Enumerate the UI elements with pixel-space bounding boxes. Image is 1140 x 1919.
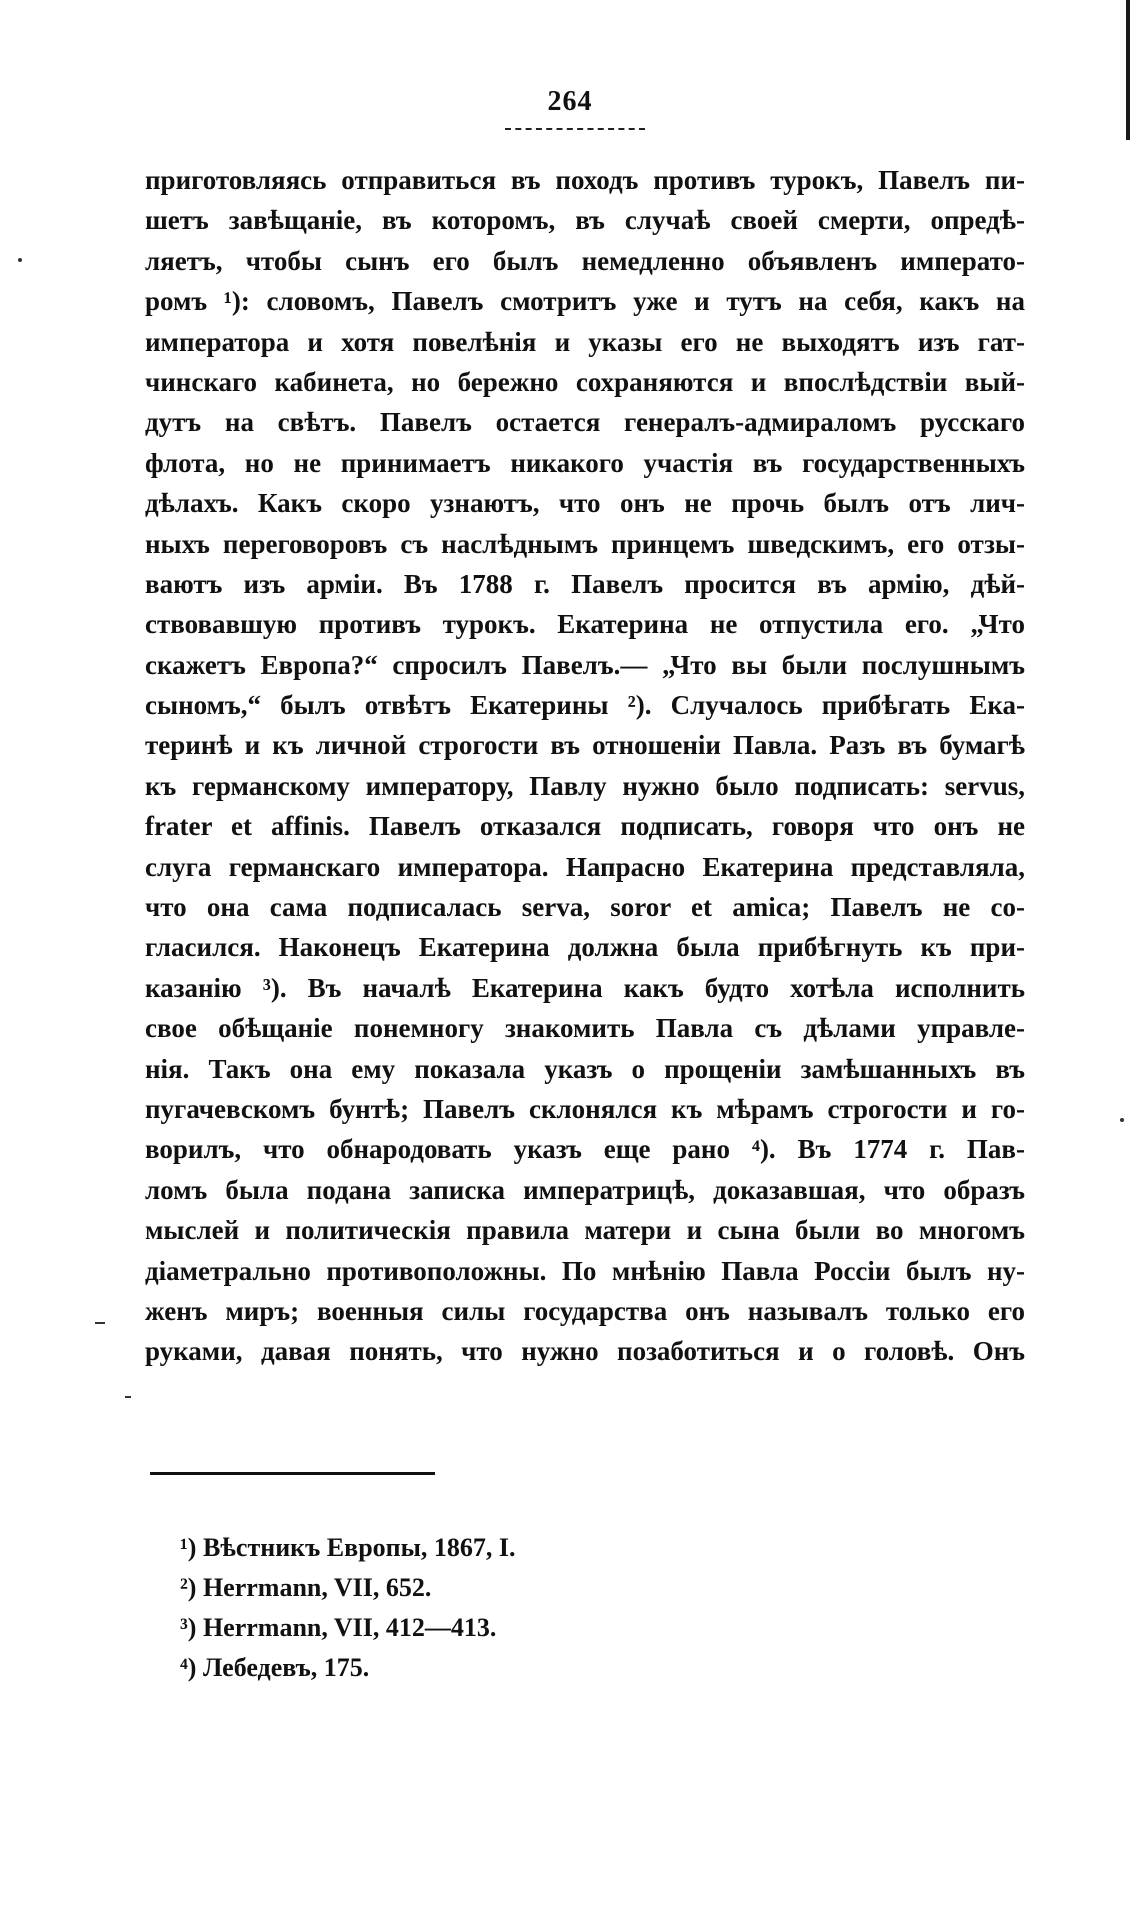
- text-line: приготовляясь отправиться въ походъ противъ турокъ, Павелъ пи-: [145, 165, 1025, 195]
- text-line: дѣлахъ. Какъ скоро узнаютъ, что онъ не прочь былъ отъ лич-: [145, 488, 1025, 519]
- margin-speck: [1120, 1118, 1124, 1122]
- footnote-1: ¹) Вѣстникъ Европы, 1867, I.: [180, 1533, 516, 1562]
- text-line: къ германскому императору, Павлу нужно было подписать: servus,: [145, 770, 1025, 801]
- text-line: скажетъ Европа?“ спросилъ Павелъ.— „Что вы были послушнымъ: [145, 649, 1025, 680]
- text-line: женъ миръ; военныя силы государства онъ называлъ только его: [145, 1295, 1025, 1326]
- text-line: руками, давая понять, что нужно позаботиться и о головѣ. Онъ: [145, 1336, 1025, 1367]
- text-line: теринѣ и къ личной строгости въ отношеніи Павла. Разъ въ бумагѣ: [145, 730, 1025, 761]
- text-line: императора и хотя повелѣнія и указы его не выходятъ изъ гат-: [145, 326, 1025, 357]
- text-line: ворилъ, что обнародовать указъ еще рано ⁴). Въ 1774 г. Пав-: [145, 1134, 1025, 1165]
- margin-speck: [18, 258, 22, 262]
- text-line: чинскаго кабинета, но бережно сохраняются и впослѣдствіи вый-: [145, 366, 1025, 397]
- text-line: ломъ была подана записка императрицѣ, доказавшая, что образъ: [145, 1174, 1025, 1205]
- text-line: нія. Такъ она ему показала указъ о прощеніи замѣшанныхъ въ: [145, 1053, 1025, 1084]
- text-line: пугачевскомъ бунтѣ; Павелъ склонялся къ мѣрамъ строгости и го-: [145, 1093, 1025, 1124]
- footnote-separator: [150, 1472, 435, 1475]
- text-line: ваютъ изъ арміи. Въ 1788 г. Павелъ просится въ армію, дѣй-: [145, 568, 1025, 599]
- text-line: ромъ ¹): словомъ, Павелъ смотритъ уже и тутъ на себя, какъ на: [145, 286, 1025, 317]
- text-line: шетъ завѣщаніе, въ которомъ, въ случаѣ своей смерти, опредѣ-: [145, 205, 1025, 236]
- page-number: 264: [547, 86, 593, 117]
- margin-speck: [125, 1396, 131, 1398]
- text-line: ствовавшую противъ турокъ. Екатерина не отпустила его. „Что: [145, 609, 1025, 640]
- text-line: свое обѣщаніе понемногу знакомить Павла съ дѣлами управле-: [145, 1013, 1025, 1044]
- text-line: дутъ на свѣтъ. Павелъ остается генералъ-адмираломъ русскаго: [145, 407, 1025, 438]
- footnote-2: ²) Herrmann, VII, 652.: [180, 1573, 432, 1602]
- text-line: флота, но не принимаетъ никакого участія въ государственныхъ: [145, 447, 1025, 478]
- text-line: ныхъ переговоровъ съ наслѣднымъ принцемъ шведскимъ, его отзы-: [145, 528, 1025, 559]
- text-line: что она сама подписалась serva, soror et amica; Павелъ не со-: [145, 892, 1025, 923]
- text-line: діаметрально противоположны. По мнѣнію Павла Россіи былъ ну-: [145, 1255, 1025, 1286]
- text-line: слуга германскаго императора. Напрасно Екатерина представляла,: [145, 851, 1025, 882]
- footnote-4: ⁴) Лебедевъ, 175.: [180, 1653, 370, 1682]
- text-line: гласился. Наконецъ Екатерина должна была прибѣгнуть къ при-: [145, 932, 1025, 963]
- body-text: [145, 160, 1025, 1372]
- footnote-3: ³) Herrmann, VII, 412—413.: [180, 1613, 497, 1642]
- header-rule: [505, 128, 645, 130]
- text-line: ляетъ, чтобы сынъ его былъ немедленно объявленъ императо-: [145, 245, 1025, 276]
- text-line: мыслей и политическія правила матери и сына были во многомъ: [145, 1215, 1025, 1246]
- page-edge-shadow: [1126, 0, 1130, 140]
- text-line: казанію ³). Въ началѣ Екатерина какъ будто хотѣла исполнить: [145, 972, 1025, 1003]
- text-line: frater et affinis. Павелъ отказался подписать, говоря что онъ не: [145, 811, 1025, 842]
- text-line: сыномъ,“ былъ отвѣтъ Екатерины ²). Случалось прибѣгать Ека-: [145, 690, 1025, 721]
- margin-speck: [95, 1322, 105, 1324]
- footnotes: [180, 1528, 680, 1688]
